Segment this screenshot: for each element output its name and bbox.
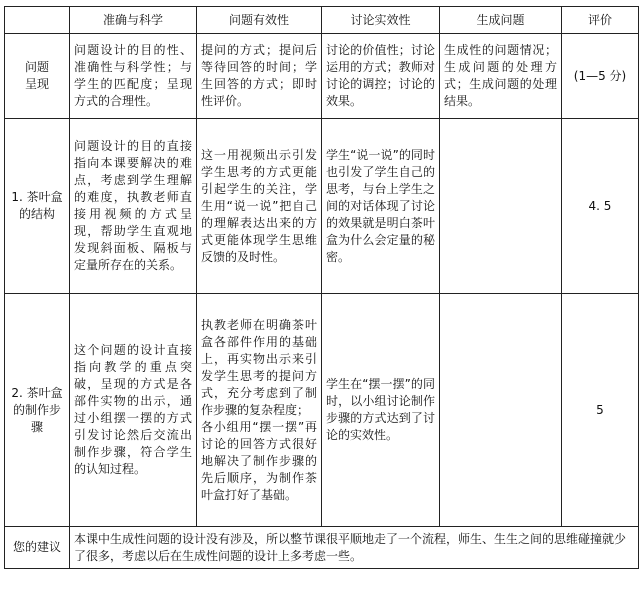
header-rating: 评价 <box>562 7 639 34</box>
cell-text: 执教老师在明确茶叶盒各部件作用的基础上，再实物出示来引发学生思考的提问方式，充分考虑到了制作步骤的复杂程度； 各小组用“摆一摆”再讨论的回答方式很好地解决了制作步骤的先后顺序，为制作茶叶盒打好了基础。 <box>201 317 317 502</box>
header-generated-questions: 生成问题 <box>440 7 562 34</box>
evaluation-table <box>4 6 639 569</box>
cell-generated-questions: 生成性的问题情况；生成问题的处理方式；生成问题的处理结果。 <box>440 34 562 119</box>
row-label: 1. 茶叶盒的结构 <box>5 119 70 294</box>
row-label: 2. 茶叶盒的制作步骤 <box>5 294 70 527</box>
cell-question-effectiveness: 这一用视频出示引发学生思考的方式更能引起学生的关注，学生用“说一说”把自己的理解表达出来的方式更能体现学生思维反馈的及时性。 <box>197 119 322 294</box>
suggestion-label: 您的建议 <box>5 527 70 569</box>
table-row <box>5 119 639 294</box>
cell-discussion-effectiveness: 学生在“摆一摆”的同时，以小组讨论制作步骤的方式达到了讨论的实效性。 <box>322 294 440 527</box>
header-corner <box>5 7 70 34</box>
cell-accuracy: 问题设计的目的直接指向本课要解决的难点，考虑到学生理解的难度，执教老师直接用视频的方式呈现，帮助学生直观地发现斜面板、隔板与定量所存在的关系。 <box>70 119 197 294</box>
cell-discussion-effectiveness: 讨论的价值性；讨论运用的方式；教师对讨论的调控；讨论的效果。 <box>322 34 440 119</box>
cell-accuracy: 问题设计的目的性、准确性与科学性；与学生的匹配度；呈现方式的合理性。 <box>70 34 197 119</box>
table-row <box>5 34 639 119</box>
cell-question-effectiveness: 提问的方式；提问后等待回答的时间；学生回答的方式；即时性评价。 <box>197 34 322 119</box>
cell-generated-questions <box>440 294 562 527</box>
row-label <box>5 34 70 119</box>
cell-accuracy: 这个问题的设计直接指向教学的重点突破，呈现的方式是各部件实物的出示，通过小组摆一摆的方式引发讨论然后交流出制作步骤，符合学生的认知过程。 <box>70 294 197 527</box>
header-question-effectiveness: 问题有效性 <box>197 7 322 34</box>
suggestion-row <box>5 527 639 569</box>
row-label-text: 问题 呈现 <box>24 60 49 91</box>
cell-discussion-effectiveness: 学生“说一说”的同时也引发了学生自己的思考，与台上学生之间的对话体现了讨论的效果就是明白茶叶盒为什么会定量的秘密。 <box>322 119 440 294</box>
table-row <box>5 294 639 527</box>
cell-question-effectiveness <box>197 294 322 527</box>
cell-rating: 4. 5 <box>562 119 639 294</box>
cell-generated-questions <box>440 119 562 294</box>
header-accuracy: 准确与科学 <box>70 7 197 34</box>
header-row <box>5 7 639 34</box>
suggestion-text: 本课中生成性问题的设计没有涉及，所以整节课很平顺地走了一个流程，师生、生生之间的思维碰撞就少了很多，考虑以后在生成性问题的设计上多考虑一些。 <box>70 527 639 569</box>
cell-rating: 5 <box>562 294 639 527</box>
header-discussion-effectiveness: 讨论实效性 <box>322 7 440 34</box>
cell-rating: (1—5 分) <box>562 34 639 119</box>
